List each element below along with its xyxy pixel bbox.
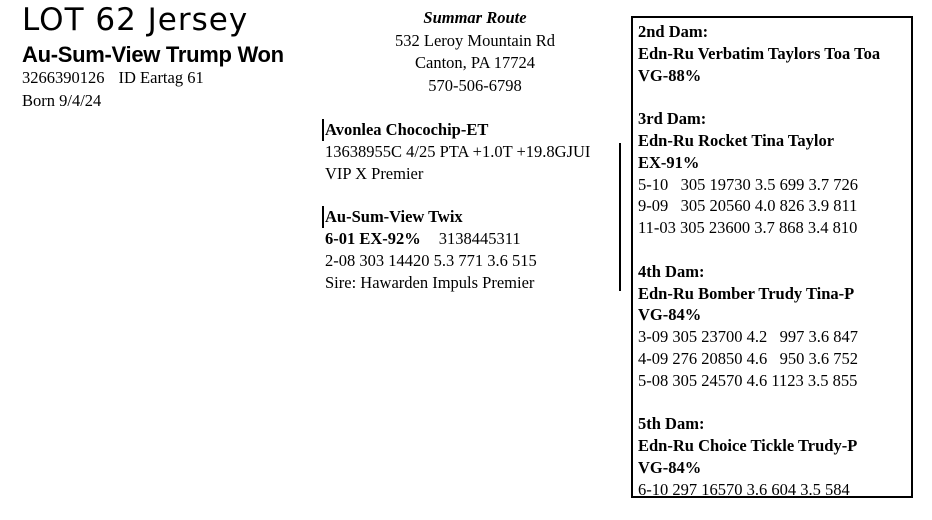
lot-title: LOT 62 Jersey [22, 2, 249, 38]
production-record: 9-09 305 20560 4.0 826 3.9 811 [638, 196, 858, 216]
dam-section-header: 2nd Dam: [638, 22, 709, 41]
sire-block [325, 119, 590, 185]
dam-section-header: 3rd Dam: [638, 109, 707, 129]
dam-section-header: 5th Dam: [638, 414, 705, 434]
dam-section-classification: VG-84% [638, 457, 702, 477]
consignor-address [370, 7, 580, 97]
dam-section-name: Edn-Ru Bomber Trudy Tina-P [638, 283, 855, 303]
dam-record: 2-08 303 14420 5.3 771 3.6 515 [325, 251, 537, 270]
dam-sire: Sire: Hawarden Impuls Premier [325, 273, 535, 292]
id-line [22, 68, 204, 88]
city-state-zip: Canton, PA 17724 [415, 53, 535, 72]
production-record: 4-09 276 20850 4.6 950 3.6 752 [638, 348, 858, 368]
dam-section-name: Edn-Ru Rocket Tina Taylor [638, 130, 835, 150]
second-dam-section [638, 21, 911, 86]
animal-name: Au-Sum-View Trump Won [22, 42, 284, 67]
dam-registration: 3138445311 [438, 229, 521, 248]
dam-section-name: Edn-Ru Choice Tickle Trudy-P [638, 436, 858, 456]
dam-section-classification: EX-91% [638, 152, 700, 172]
third-dam-section [638, 108, 911, 239]
production-record: 5-10 305 19730 3.5 699 3.7 726 [638, 174, 858, 194]
production-record: 3-09 305 23700 4.2 997 3.6 847 [638, 327, 858, 347]
fourth-dam-section [638, 261, 911, 392]
production-record: 11-03 305 23600 3.7 868 3.4 810 [638, 218, 858, 238]
fifth-dam-section [638, 413, 911, 500]
sire-pedigree: VIP X Premier [325, 164, 424, 183]
ancestor-dams-box [631, 16, 913, 498]
dam-section-classification: VG-84% [638, 305, 702, 325]
dam-section-classification: VG-88% [638, 65, 702, 85]
dam-block [325, 206, 537, 294]
dam-classification-line [325, 228, 537, 250]
birth-date: Born 9/4/24 [22, 91, 102, 110]
dam-age-class: 6-01 EX-92% [325, 229, 421, 248]
sire-name: Avonlea Chocochip-ET [322, 119, 590, 141]
farm-name: Summar Route [423, 8, 527, 27]
dam-section-name: Edn-Ru Verbatim Taylors Toa Toa [638, 43, 881, 63]
sire-details: 13638955C 4/25 PTA +1.0T +19.8GJUI [325, 142, 591, 161]
registration-number: 3266390126 [22, 68, 105, 87]
dam-section-header: 4th Dam: [638, 261, 705, 281]
production-record: 5-08 305 24570 4.6 1123 3.5 855 [638, 370, 858, 390]
eartag: ID Eartag 61 [118, 68, 204, 87]
dam-name: Au-Sum-View Twix [322, 206, 537, 228]
phone-number: 570-506-6798 [428, 75, 522, 95]
street-address: 532 Leroy Mountain Rd [395, 30, 555, 50]
production-record: 6-10 297 16570 3.6 604 3.5 584 [638, 479, 850, 499]
pedigree-bracket-line [619, 143, 621, 291]
